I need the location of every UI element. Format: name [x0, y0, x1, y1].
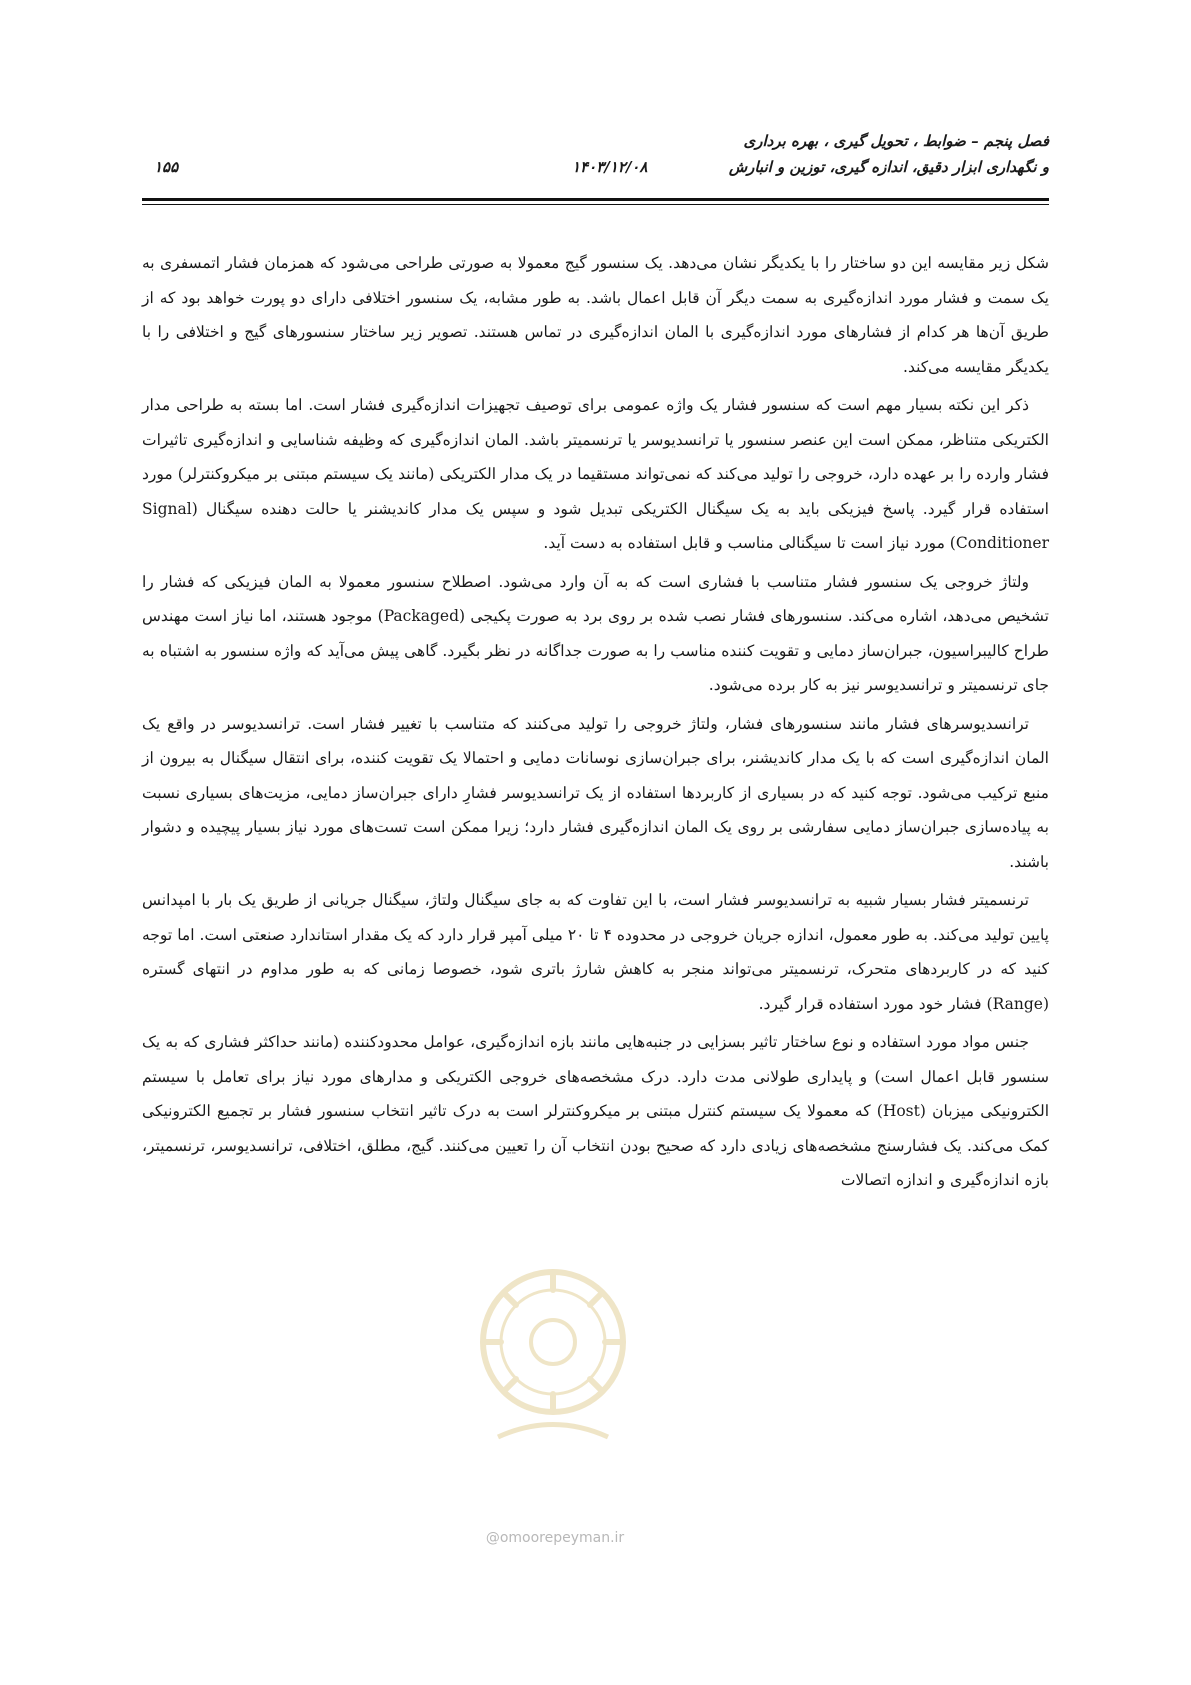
paragraph: ولتاژ خروجی یک سنسور فشار متناسب با فشاری است که به آن وارد می‌شود. اصطلاح سنسور معمولا به المان فیزیکی که فشار را تشخیص می‌دهد، اشاره می‌کند. سنسورهای فشار نصب شده بر روی برد به صورت پکیجی (Packaged) موجود هستند، اما نیاز است مهندس طراح کالیبراسیون، جبران‌ساز دمایی و تقویت کننده مناسب را به صورت جداگانه در نظر بگیرد. گاهی پیش می‌آید که واژه سنسور به اشتباه به جای ترنسمیتر و ترانسدیوسر نیز به کار برده می‌شود. — [142, 572, 1049, 694]
header-rule-thick — [142, 198, 1049, 201]
chapter-title — [729, 128, 1049, 180]
watermark-url: @omoorepeyman.ir — [485, 1530, 625, 1546]
paragraph: ترنسمیتر فشار بسیار شبیه به ترانسدیوسر فشار است، با این تفاوت که به جای سیگنال ولتاژ، سیگنال جریانی از طریق یک بار با امپدانس پایین تولید می‌کند. به طور معمول، اندازه جریان خروجی در محدوده ۴ تا ۲۰ میلی آمپر قرار دارد که یک مقدار استاندارد صنعتی است. اما توجه کنید که در کاربردهای متحرک، ترنسمیتر می‌تواند منجر به کاهش شارژ باتری شود، خصوصا زمانی که به طور مداوم در انتهای گستره (Range) فشار خود مورد استفاده قرار گیرد. — [142, 891, 1049, 1013]
paragraph: ذکر این نکته بسیار مهم است که سنسور فشار یک واژه عمومی برای توصیف تجهیزات اندازه‌گیری فشار است. اما بسته به طراحی مدار الکتریکی متناظر، ممکن است این عنصر سنسور یا ترانسدیوسر یا ترنسمیتر باشد. المان اندازه‌گیری که وظیفه شناسایی و اندازه‌گیری تاثیرات فشار وارده را بر عهده دارد، خروجی را تولید می‌کند که نمی‌تواند مستقیما در یک مدار الکتریکی (مانند یک سیستم مبتنی بر میکروکنترلر) مورد استفاده قرار گیرد. پاسخ فیزیکی باید به یک سیگنال الکتریکی تبدیل شود و سپس یک مدار کاندیشنر یا حالت دهنده سیگنال (Signal Conditioner) مورد نیاز است تا سیگنالی مناسب و قابل استفاده به دست آید. — [142, 396, 1049, 552]
header-rule-thin — [142, 204, 1049, 205]
chapter-title-line1: فصل پنجم – ضوابط ، تحویل گیری ، بهره برداری — [743, 132, 1049, 150]
page-number: ۱۵۵ — [154, 158, 179, 176]
paragraph: ترانسدیوسرهای فشار مانند سنسورهای فشار، ولتاژ خروجی را تولید می‌کنند که متناسب با تغییر فشار است. ترانسدیوسر در واقع یک المان اندازه‌گیری است که با یک مدار کاندیشنر، برای جبران‌سازی نوسانات دمایی و احتمالا یک تقویت کننده، برای انتقال سیگنال به بیرون از منبع ترکیب می‌شود. توجه کنید که در بسیاری از کاربردها استفاده از یک ترانسدیوسر فشارِ دارای جبران‌ساز دمایی، مزیت‌های بسیاری نسبت به پیاده‌سازی جبران‌ساز دمایی سفارشی بر روی یک المان اندازه‌گیری فشار دارد؛ زیرا ممکن است تست‌های مورد نیاز بسیار پیچیده و دشوار باشند. — [142, 714, 1049, 871]
watermark-logo-icon — [468, 1262, 638, 1452]
chapter-title-line2: و نگهداری ابزار دقیق، اندازه گیری، توزین و انبارش — [728, 158, 1049, 176]
page-header — [142, 128, 1049, 190]
paragraph: شکل زیر مقایسه این دو ساختار را با یکدیگر نشان می‌دهد. یک سنسور گیج معمولا به صورتی طراحی می‌شود که همزمان فشار اتمسفری به یک سمت و فشار مورد اندازه‌گیری به سمت دیگر آن قابل اعمال باشد. به طور مشابه، یک سنسور اختلافی دارای دو پورت خواهد بود که از طریق آن‌ها هر کدام از فشارهای مورد اندازه‌گیری با المان اندازه‌گیری در تماس هستند. تصویر زیر ساختار سنسورهای گیج و اختلافی را با یکدیگر مقایسه می‌کند. — [142, 254, 1049, 376]
body-text — [142, 246, 1049, 1202]
paragraph: جنس مواد مورد استفاده و نوع ساختار تاثیر بسزایی در جنبه‌هایی مانند بازه اندازه‌گیری، عوامل محدودکننده (مانند حداکثر فشاری که به یک سنسور قابل اعمال است) و پایداری طولانی مدت دارد. درک مشخصه‌های خروجی الکتریکی و مدارهای مورد نیاز برای تعامل با سیستم الکترونیکی میزبان (Host) که معمولا یک سیستم کنترل مبتنی بر میکروکنترلر است به درک تاثیر انتخاب سنسور فشار بر تجمیع الکترونیکی کمک می‌کند. یک فشارسنج مشخصه‌های زیادی دارد که صحیح بودن انتخاب آن را تعیین می‌کنند. گیج، مطلق، اختلافی، ترانسدیوسر، ترنسمیتر، بازه اندازه‌گیری و اندازه اتصالات — [142, 1033, 1049, 1189]
header-date: ۱۴۰۳/۱۲/۰۸ — [572, 158, 648, 176]
